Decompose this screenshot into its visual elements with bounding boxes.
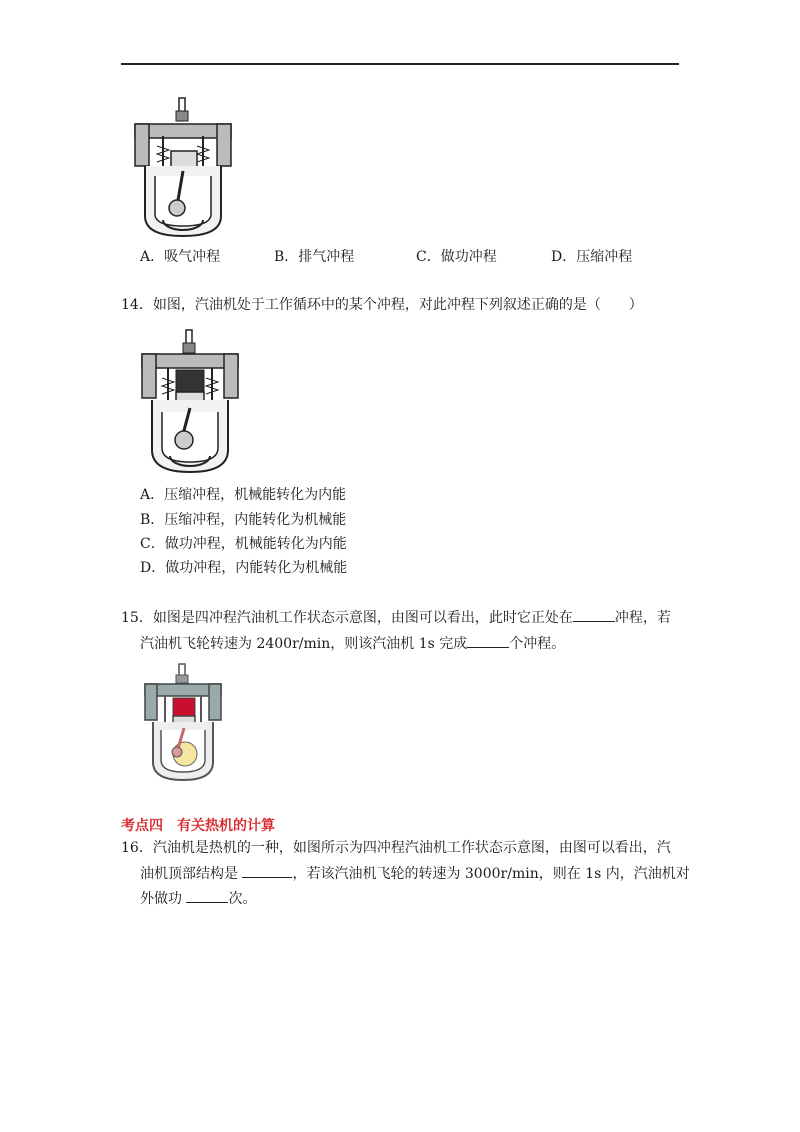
q15-blank-2	[467, 633, 509, 648]
q15-line-1-text: 15．如图是四冲程汽油机工作状态示意图，由图可以看出，此时它正处在	[121, 610, 573, 626]
q15-line-1	[121, 607, 671, 628]
q15-line-1-tail: 冲程，若	[614, 610, 671, 626]
q15-line-2-text: 汽油机飞轮转速为 2400r/min，则该汽油机 1s 完成	[140, 636, 468, 652]
q13-option-c: C．做功冲程	[416, 249, 497, 265]
q13-option-b: B．排气冲程	[274, 249, 355, 265]
q16-line-2-tail: ，若该汽油机飞轮的转速为 3000r/min，则在 1s 内，汽油机对	[292, 866, 690, 882]
q16-blank-2	[186, 888, 228, 903]
q15-line-2-tail: 个冲程。	[509, 636, 566, 652]
q13-option-d: D．压缩冲程	[551, 249, 633, 265]
engine-diagram-q14	[140, 328, 240, 476]
q16-line-2-text: 油机顶部结构是	[140, 866, 243, 882]
q13-option-a: A．吸气冲程	[140, 249, 221, 265]
engine-diagram-q13	[133, 96, 233, 241]
q15-blank-1	[573, 607, 615, 622]
section-heading: 考点四 有关热机的计算	[121, 818, 275, 834]
q15-line-2	[140, 633, 565, 654]
q16-line-3	[140, 888, 256, 909]
q14-option-d: D．做功冲程，内能转化为机械能	[140, 560, 348, 576]
q16-blank-1	[242, 863, 292, 878]
q16-line-3-tail: 次。	[228, 891, 257, 907]
q14-option-b: B．压缩冲程，内能转化为机械能	[140, 512, 347, 528]
header-rule	[121, 63, 679, 65]
q16-line-2	[140, 863, 690, 884]
engine-diagram-q15	[143, 662, 223, 784]
q14-stem: 14．如图，汽油机处于工作循环中的某个冲程，对此冲程下列叙述正确的是（ ）	[121, 297, 643, 313]
q16-line-3-text: 外做功	[140, 891, 187, 907]
q14-option-a: A．压缩冲程，机械能转化为内能	[140, 487, 347, 503]
q14-option-c: C．做功冲程，机械能转化为内能	[140, 536, 347, 552]
q16-line-1: 16．汽油机是热机的一种，如图所示为四冲程汽油机工作状态示意图，由图可以看出，汽	[121, 840, 671, 856]
